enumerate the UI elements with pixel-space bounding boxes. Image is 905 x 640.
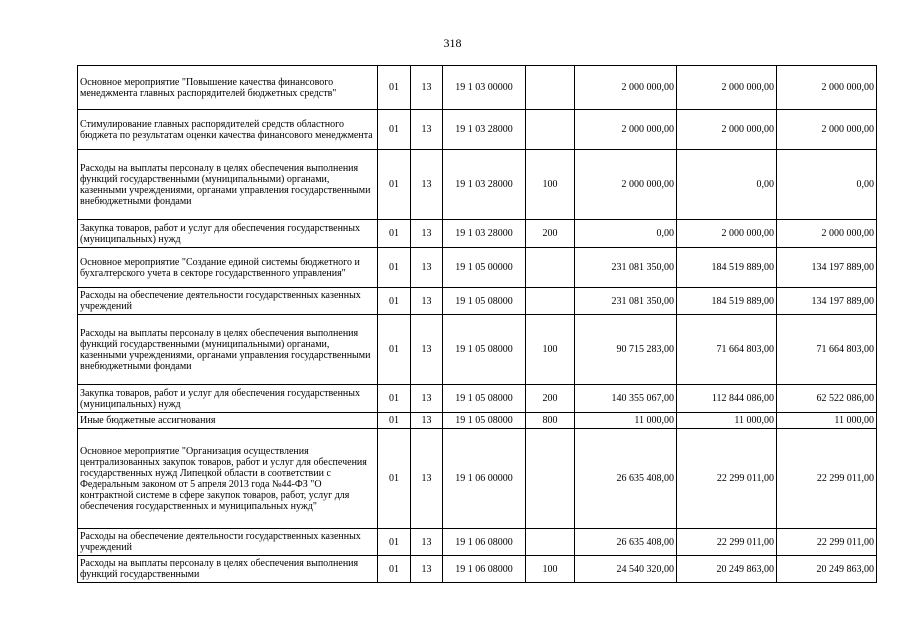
row-amount-year3: 71 664 803,00 bbox=[777, 315, 877, 385]
table-row bbox=[78, 288, 877, 315]
row-expense-type: 200 bbox=[526, 220, 575, 248]
row-amount-year2: 11 000,00 bbox=[677, 413, 777, 429]
row-amount-year1: 24 540 320,00 bbox=[575, 556, 677, 583]
row-section: 01 bbox=[378, 429, 411, 529]
row-expense-type bbox=[526, 66, 575, 110]
row-name: Основное мероприятие "Организация осуществления централизованных закупок товаров, работ и услуг для обеспечения государственных нужд Липецкой области в соответствии с Федеральным законом от 5 апреля 2013 года №44-ФЗ "О контрактной системе в сфере закупок товаров, работ, услуг для обеспечения государственных и муниципальных нужд" bbox=[78, 429, 378, 529]
row-amount-year3: 22 299 011,00 bbox=[777, 429, 877, 529]
row-expense-type bbox=[526, 110, 575, 150]
row-expense-type: 800 bbox=[526, 413, 575, 429]
row-section: 01 bbox=[378, 66, 411, 110]
row-section: 01 bbox=[378, 150, 411, 220]
row-amount-year2: 71 664 803,00 bbox=[677, 315, 777, 385]
row-name: Основное мероприятие "Создание единой системы бюджетного и бухгалтерского учета в секторе государственного управления" bbox=[78, 248, 378, 288]
table-row bbox=[78, 413, 877, 429]
row-amount-year3: 22 299 011,00 bbox=[777, 529, 877, 556]
table-row bbox=[78, 429, 877, 529]
row-amount-year2: 2 000 000,00 bbox=[677, 220, 777, 248]
budget-table bbox=[77, 65, 877, 583]
table-row bbox=[78, 110, 877, 150]
row-name: Стимулирование главных распорядителей средств областного бюджета по результатам оценки качества финансового менеджмента bbox=[78, 110, 378, 150]
row-section: 01 bbox=[378, 529, 411, 556]
row-section: 01 bbox=[378, 385, 411, 413]
table-row bbox=[78, 248, 877, 288]
row-target-article: 19 1 06 08000 bbox=[443, 556, 526, 583]
row-amount-year3: 134 197 889,00 bbox=[777, 288, 877, 315]
row-amount-year2: 22 299 011,00 bbox=[677, 429, 777, 529]
row-expense-type: 100 bbox=[526, 556, 575, 583]
row-amount-year1: 231 081 350,00 bbox=[575, 248, 677, 288]
row-target-article: 19 1 05 08000 bbox=[443, 315, 526, 385]
row-amount-year3: 11 000,00 bbox=[777, 413, 877, 429]
row-amount-year2: 184 519 889,00 bbox=[677, 248, 777, 288]
row-target-article: 19 1 05 08000 bbox=[443, 413, 526, 429]
row-amount-year3: 0,00 bbox=[777, 150, 877, 220]
table-row bbox=[78, 385, 877, 413]
row-expense-type bbox=[526, 429, 575, 529]
row-amount-year2: 2 000 000,00 bbox=[677, 66, 777, 110]
row-name: Основное мероприятие "Повышение качества финансового менеджмента главных распорядителей бюджетных средств" bbox=[78, 66, 378, 110]
row-target-article: 19 1 05 08000 bbox=[443, 288, 526, 315]
row-target-article: 19 1 03 00000 bbox=[443, 66, 526, 110]
row-amount-year2: 184 519 889,00 bbox=[677, 288, 777, 315]
table-row bbox=[78, 556, 877, 583]
row-amount-year1: 231 081 350,00 bbox=[575, 288, 677, 315]
row-amount-year3: 134 197 889,00 bbox=[777, 248, 877, 288]
row-subsection: 13 bbox=[411, 248, 443, 288]
row-subsection: 13 bbox=[411, 413, 443, 429]
row-expense-type: 100 bbox=[526, 150, 575, 220]
row-section: 01 bbox=[378, 413, 411, 429]
table-row bbox=[78, 220, 877, 248]
row-amount-year2: 112 844 086,00 bbox=[677, 385, 777, 413]
row-target-article: 19 1 06 08000 bbox=[443, 529, 526, 556]
table-row bbox=[78, 66, 877, 110]
row-subsection: 13 bbox=[411, 66, 443, 110]
row-amount-year1: 2 000 000,00 bbox=[575, 110, 677, 150]
row-name: Расходы на обеспечение деятельности государственных казенных учреждений bbox=[78, 529, 378, 556]
row-amount-year1: 11 000,00 bbox=[575, 413, 677, 429]
row-amount-year2: 20 249 863,00 bbox=[677, 556, 777, 583]
row-subsection: 13 bbox=[411, 529, 443, 556]
row-section: 01 bbox=[378, 556, 411, 583]
row-amount-year3: 2 000 000,00 bbox=[777, 66, 877, 110]
row-amount-year1: 90 715 283,00 bbox=[575, 315, 677, 385]
row-expense-type bbox=[526, 529, 575, 556]
row-name: Расходы на выплаты персоналу в целях обеспечения выполнения функций государственными (муниципальными) органами, казенными учреждениями, органами управления государственными внебюджетными фондами bbox=[78, 315, 378, 385]
row-expense-type: 200 bbox=[526, 385, 575, 413]
row-expense-type bbox=[526, 248, 575, 288]
row-name: Расходы на выплаты персоналу в целях обеспечения выполнения функций государственными (муниципальными) органами, казенными учреждениями, органами управления государственными внебюджетными фондами bbox=[78, 150, 378, 220]
row-subsection: 13 bbox=[411, 315, 443, 385]
row-target-article: 19 1 06 00000 bbox=[443, 429, 526, 529]
row-subsection: 13 bbox=[411, 220, 443, 248]
row-target-article: 19 1 03 28000 bbox=[443, 150, 526, 220]
row-subsection: 13 bbox=[411, 288, 443, 315]
row-amount-year2: 0,00 bbox=[677, 150, 777, 220]
table-row bbox=[78, 150, 877, 220]
row-amount-year2: 2 000 000,00 bbox=[677, 110, 777, 150]
row-expense-type bbox=[526, 288, 575, 315]
row-subsection: 13 bbox=[411, 150, 443, 220]
row-name: Расходы на выплаты персоналу в целях обеспечения выполнения функций государственными bbox=[78, 556, 378, 583]
row-target-article: 19 1 05 08000 bbox=[443, 385, 526, 413]
row-amount-year3: 2 000 000,00 bbox=[777, 110, 877, 150]
row-name: Расходы на обеспечение деятельности государственных казенных учреждений bbox=[78, 288, 378, 315]
row-amount-year3: 62 522 086,00 bbox=[777, 385, 877, 413]
row-section: 01 bbox=[378, 220, 411, 248]
row-target-article: 19 1 03 28000 bbox=[443, 220, 526, 248]
row-amount-year1: 0,00 bbox=[575, 220, 677, 248]
row-subsection: 13 bbox=[411, 385, 443, 413]
row-section: 01 bbox=[378, 288, 411, 315]
row-section: 01 bbox=[378, 110, 411, 150]
row-target-article: 19 1 03 28000 bbox=[443, 110, 526, 150]
table-row bbox=[78, 315, 877, 385]
row-name: Иные бюджетные ассигнования bbox=[78, 413, 378, 429]
table-row bbox=[78, 529, 877, 556]
row-amount-year3: 20 249 863,00 bbox=[777, 556, 877, 583]
row-name: Закупка товаров, работ и услуг для обеспечения государственных (муниципальных) нужд bbox=[78, 220, 378, 248]
row-name: Закупка товаров, работ и услуг для обеспечения государственных (муниципальных) нужд bbox=[78, 385, 378, 413]
row-section: 01 bbox=[378, 248, 411, 288]
row-amount-year1: 2 000 000,00 bbox=[575, 66, 677, 110]
row-subsection: 13 bbox=[411, 556, 443, 583]
row-amount-year1: 140 355 067,00 bbox=[575, 385, 677, 413]
page-number: 318 bbox=[443, 36, 462, 50]
row-amount-year1: 2 000 000,00 bbox=[575, 150, 677, 220]
row-section: 01 bbox=[378, 315, 411, 385]
row-expense-type: 100 bbox=[526, 315, 575, 385]
row-subsection: 13 bbox=[411, 429, 443, 529]
row-amount-year1: 26 635 408,00 bbox=[575, 529, 677, 556]
row-subsection: 13 bbox=[411, 110, 443, 150]
row-amount-year3: 2 000 000,00 bbox=[777, 220, 877, 248]
row-amount-year2: 22 299 011,00 bbox=[677, 529, 777, 556]
row-amount-year1: 26 635 408,00 bbox=[575, 429, 677, 529]
row-target-article: 19 1 05 00000 bbox=[443, 248, 526, 288]
